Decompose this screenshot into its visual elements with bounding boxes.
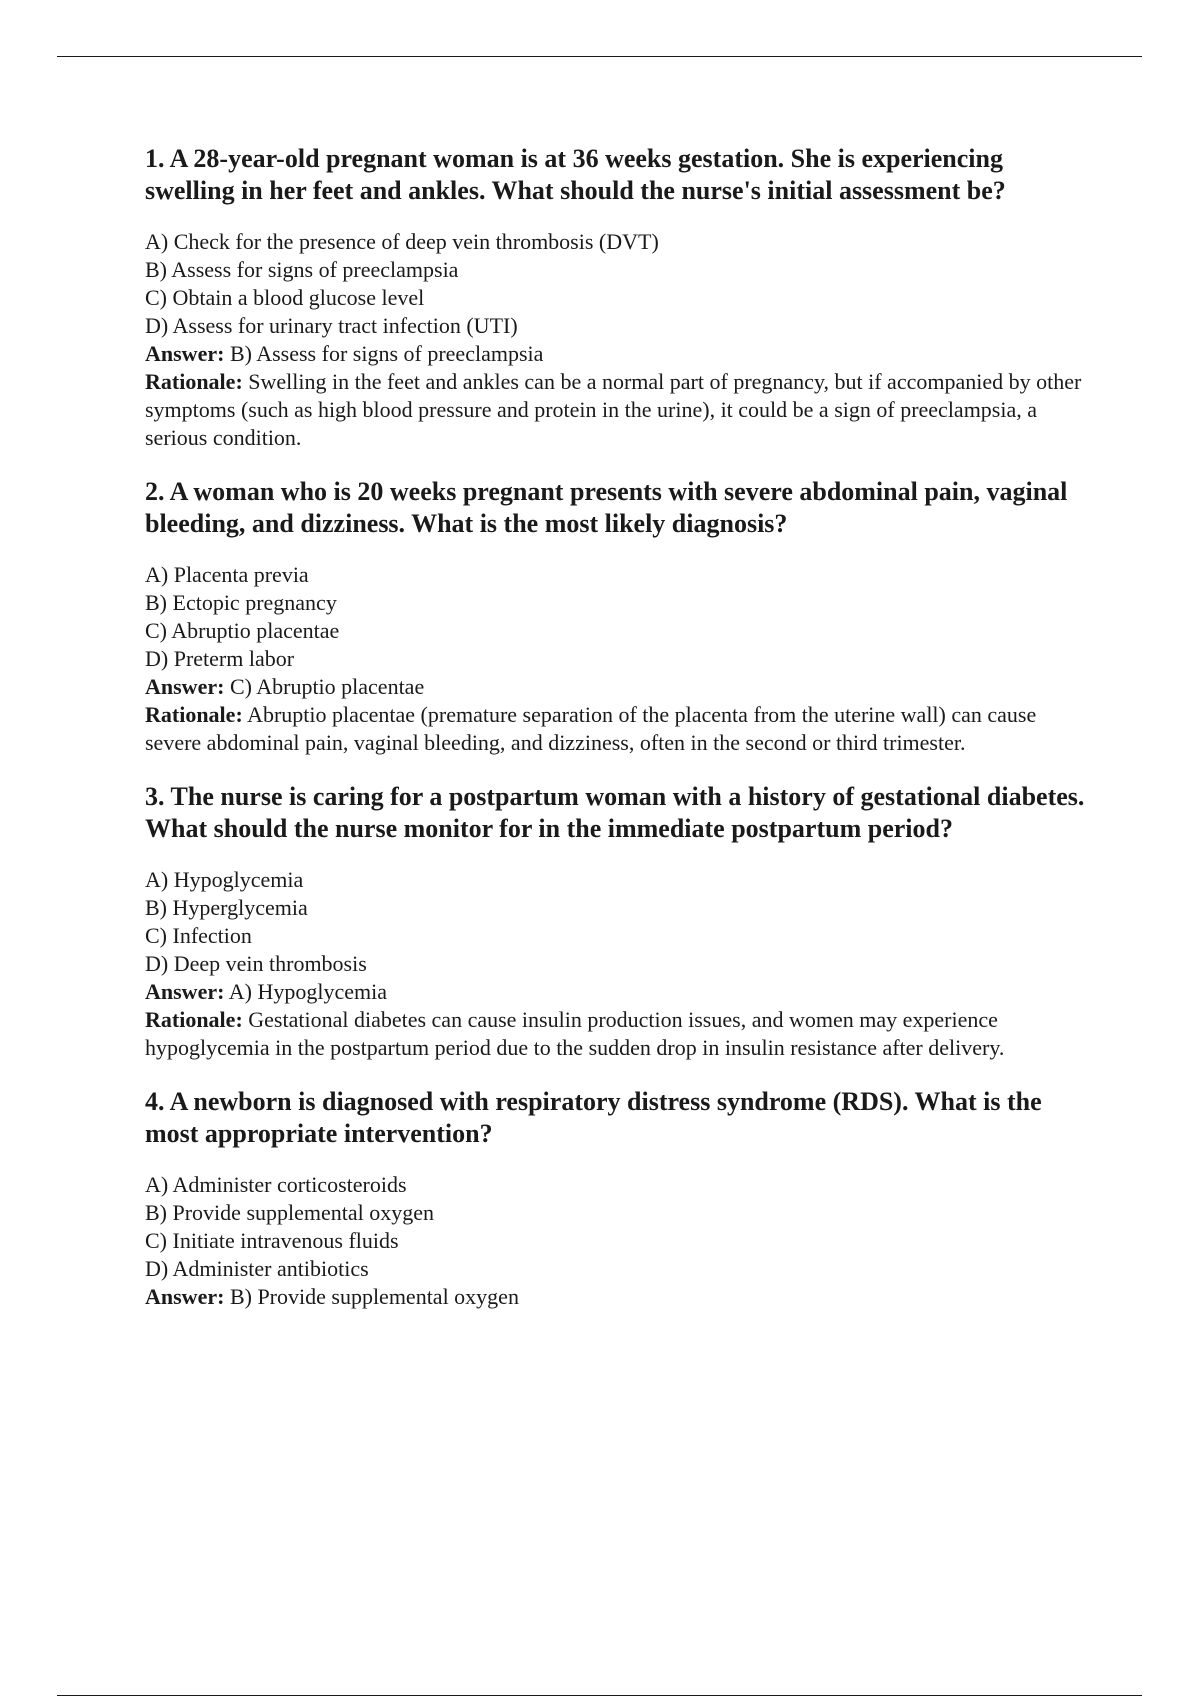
answer-label: Answer: [145, 341, 225, 366]
rationale-label: Rationale: [145, 1007, 243, 1032]
bottom-divider [57, 1695, 1142, 1696]
answer-text: A) Hypoglycemia [228, 979, 387, 1004]
answer-text: C) Abruptio placentae [229, 674, 425, 699]
question-1 [145, 143, 1095, 452]
top-divider [57, 56, 1142, 57]
question-title: 3. The nurse is caring for a postpartum woman with a history of gestational diabetes. What should the nurse monitor for in the immediate postpartum period? [145, 782, 1085, 843]
question-3 [145, 781, 1095, 1062]
rationale-line [145, 368, 1095, 452]
option-c: C) Obtain a blood glucose level [145, 285, 425, 310]
option-b: B) Hyperglycemia [145, 895, 308, 920]
option-b: B) Provide supplemental oxygen [145, 1200, 435, 1225]
answer-line [145, 673, 1095, 701]
option-c: C) Initiate intravenous fluids [145, 1228, 399, 1253]
answer-label: Answer: [145, 1284, 225, 1309]
rationale-text: Gestational diabetes can cause insulin production issues, and women may experience hypoglycemia in the postpartum period due to the sudden drop in insulin resistance after delivery. [145, 1007, 1005, 1060]
option-b: B) Ectopic pregnancy [145, 590, 337, 615]
answer-label: Answer: [145, 674, 225, 699]
rationale-text: Abruptio placentae (premature separation of the placenta from the uterine wall) can cause severe abdominal pain, vaginal bleeding, and dizziness, often in the second or third trimester. [145, 702, 1037, 755]
question-title: 2. A woman who is 20 weeks pregnant presents with severe abdominal pain, vaginal bleeding, and dizziness. What is the most likely diagnosis? [145, 477, 1068, 538]
option-c: C) Abruptio placentae [145, 618, 340, 643]
rationale-label: Rationale: [145, 702, 243, 727]
option-d: D) Deep vein thrombosis [145, 951, 367, 976]
rationale-label: Rationale: [145, 369, 243, 394]
question-title: 1. A 28-year-old pregnant woman is at 36 weeks gestation. She is experiencing swelling in her feet and ankles. What should the nurse's initial assessment be? [145, 144, 1006, 205]
question-4 [145, 1086, 1095, 1311]
option-d: D) Assess for urinary tract infection (UTI) [145, 313, 518, 338]
answer-line [145, 1283, 1095, 1311]
option-a: A) Administer corticosteroids [145, 1172, 407, 1197]
option-d: D) Preterm labor [145, 646, 295, 671]
answer-line [145, 978, 1095, 1006]
question-title: 4. A newborn is diagnosed with respiratory distress syndrome (RDS). What is the most appropriate intervention? [145, 1087, 1042, 1148]
answer-label: Answer: [145, 979, 225, 1004]
option-a: A) Placenta previa [145, 562, 309, 587]
question-list [145, 143, 1095, 1335]
rationale-text: Swelling in the feet and ankles can be a normal part of pregnancy, but if accompanied by other symptoms (such as high blood pressure and protein in the urine), it could be a sign of preeclampsia, a serious condition. [145, 369, 1082, 450]
answer-text: B) Provide supplemental oxygen [229, 1284, 519, 1309]
option-c: C) Infection [145, 923, 252, 948]
option-b: B) Assess for signs of preeclampsia [145, 257, 459, 282]
option-a: A) Check for the presence of deep vein thrombosis (DVT) [145, 229, 659, 254]
option-d: D) Administer antibiotics [145, 1256, 369, 1281]
rationale-line [145, 701, 1095, 757]
answer-text: B) Assess for signs of preeclampsia [229, 341, 544, 366]
rationale-line [145, 1006, 1095, 1062]
answer-line [145, 340, 1095, 368]
question-2 [145, 476, 1095, 757]
option-a: A) Hypoglycemia [145, 867, 304, 892]
